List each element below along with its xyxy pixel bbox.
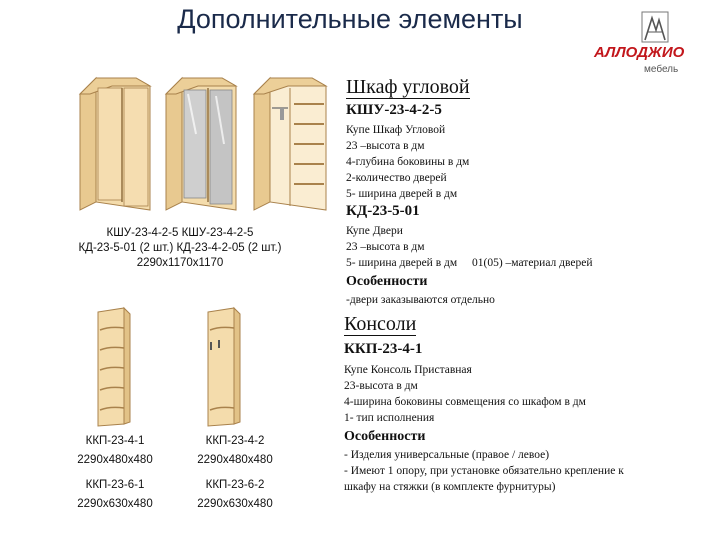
console-item-code: ККП-23-4-2 bbox=[205, 435, 265, 447]
wardrobe-heading: Шкаф угловой bbox=[346, 76, 470, 98]
console-2-drawing bbox=[208, 308, 240, 426]
wardrobe-feature-line: -двери заказываются отдельно bbox=[346, 294, 495, 306]
wardrobe-features-heading: Особенности bbox=[346, 274, 428, 289]
consoles-features-heading: Особенности bbox=[344, 429, 426, 444]
brand-logo bbox=[592, 10, 718, 80]
consoles-line: 1- тип исполнения bbox=[344, 412, 435, 424]
consoles-code: ККП-23-4-1 bbox=[344, 341, 423, 357]
consoles-text-block bbox=[344, 313, 716, 495]
wardrobe-open-drawing bbox=[254, 78, 326, 210]
doors-line: Купе Двери bbox=[346, 225, 403, 237]
wardrobe-line: Купе Шкаф Угловой bbox=[346, 124, 446, 136]
consoles-feature-line: - Изделия универсальные (правое / левое) bbox=[344, 449, 550, 461]
wardrobe-mirror-drawing bbox=[166, 78, 236, 210]
wardrobe-line: 23 –высота в дм bbox=[346, 140, 425, 152]
console-item bbox=[170, 434, 300, 468]
wardrobe-line: 4-глубина боковины в дм bbox=[346, 156, 470, 168]
corner-wardrobe-illustration bbox=[76, 74, 336, 214]
console-illustration bbox=[90, 306, 270, 428]
console-item-size: 2290х630х480 bbox=[77, 498, 153, 510]
wardrobe-closed-drawing bbox=[80, 78, 150, 210]
console-item bbox=[170, 478, 300, 512]
wardrobe-caption bbox=[30, 226, 330, 271]
wardrobe-line: 2-количество дверей bbox=[346, 172, 447, 184]
consoles-feature-line: - Имеют 1 опору, при установке обязательно крепление к bbox=[344, 465, 624, 477]
consoles-line: 23-высота в дм bbox=[344, 380, 418, 392]
consoles-heading: Консоли bbox=[344, 313, 417, 335]
console-1-drawing bbox=[98, 308, 130, 426]
wardrobe-code: КШУ-23-4-2-5 bbox=[346, 102, 442, 118]
doors-line: 5- ширина дверей в дм bbox=[346, 257, 458, 269]
console-item bbox=[50, 434, 180, 468]
logo-sub-text: мебель bbox=[644, 64, 679, 75]
console-item-size: 2290х480х480 bbox=[197, 454, 273, 466]
console-item-code: ККП-23-4-1 bbox=[85, 435, 145, 447]
console-item bbox=[50, 478, 180, 512]
doors-code: КД-23-5-01 bbox=[346, 203, 420, 219]
console-item-size: 2290х480х480 bbox=[77, 454, 153, 466]
page-title: Дополнительные элементы bbox=[177, 4, 523, 34]
caption-line: 2290х1170х1170 bbox=[136, 257, 224, 269]
caption-line: КД-23-5-01 (2 шт.) КД-23-4-2-05 (2 шт.) bbox=[78, 242, 282, 254]
console-item-size: 2290х630х480 bbox=[197, 498, 273, 510]
consoles-line: Купе Консоль Приставная bbox=[344, 364, 472, 376]
logo-brand-text: АЛЛОДЖИО bbox=[594, 44, 685, 61]
console-item-code: ККП-23-6-1 bbox=[85, 479, 145, 491]
consoles-feature-line: шкафу на стяжки (в комплекте фурнитуры) bbox=[344, 481, 556, 493]
consoles-line: 4-ширина боковины совмещения со шкафом в дм bbox=[344, 396, 586, 408]
doors-line: 23 –высота в дм bbox=[346, 241, 425, 253]
console-item-code: ККП-23-6-2 bbox=[205, 479, 265, 491]
caption-line: КШУ-23-4-2-5 КШУ-23-4-2-5 bbox=[106, 227, 254, 239]
doors-material: 01(05) –материал дверей bbox=[472, 257, 593, 269]
wardrobe-line: 5- ширина дверей в дм bbox=[346, 188, 458, 200]
wardrobe-text-block bbox=[346, 76, 716, 308]
